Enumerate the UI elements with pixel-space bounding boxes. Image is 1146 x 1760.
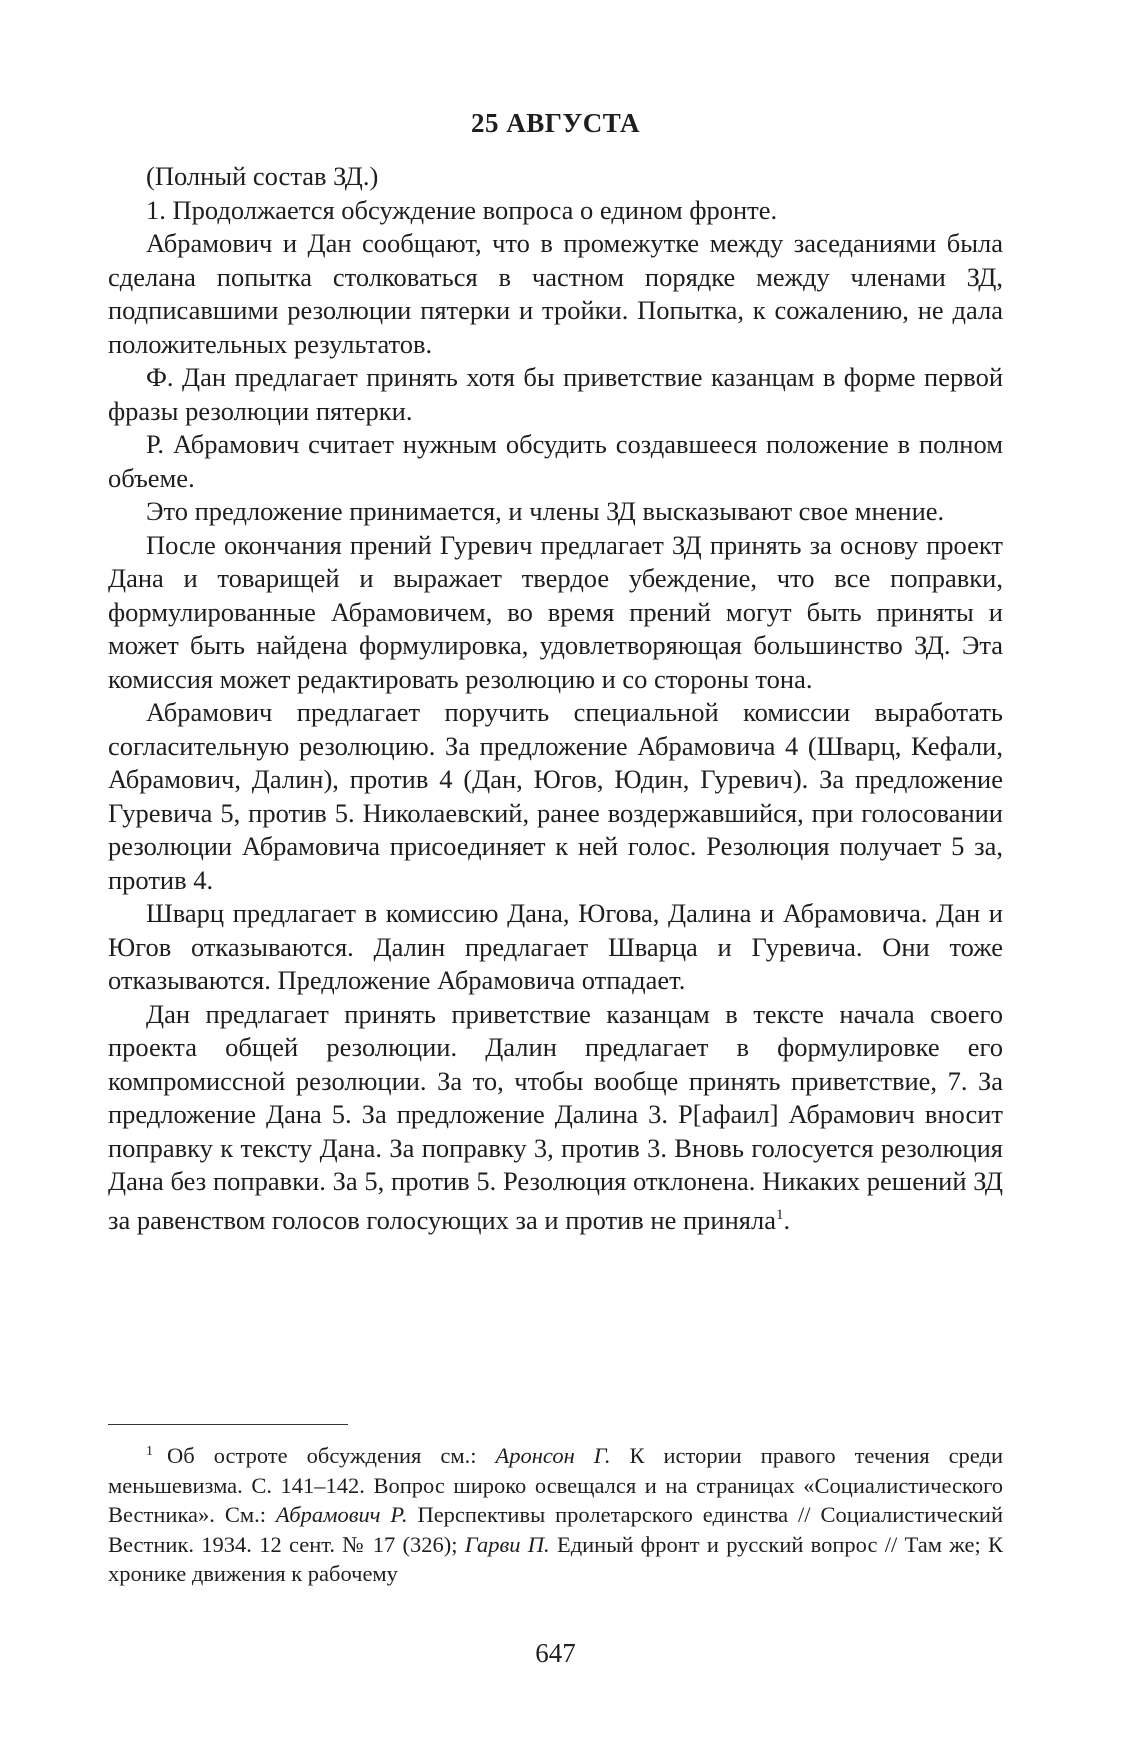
paragraph: (Полный состав ЗД.): [146, 161, 379, 191]
paragraph: 1. Продолжается обсуждение вопроса о едином фронте.: [146, 194, 778, 225]
page-heading: 25 АВГУСТА: [471, 108, 640, 138]
paragraph: Ф. Дан предлагает принять хотя бы приветствие казанцам в форме первой фразы резолюции пятерки.: [108, 362, 1003, 426]
footnote-author: Абрамович Р.: [275, 1502, 408, 1527]
body-text: [108, 160, 1003, 1237]
footnote-marker: 1: [146, 1444, 153, 1459]
footnote: [108, 1437, 1003, 1589]
footnote-text: Перспективы пролетарского единства // Социалистический Вестник. 1934. 12 сент. № 17 (326);: [108, 1502, 1004, 1557]
footnote-text: Единый фронт и русский вопрос // Там же; К хронике движения к рабочему: [108, 1531, 1003, 1586]
paragraph: Абрамович предлагает поручить специальной комиссии выработать согласительную резолюцию. За предложение Абрамовича 4 (Шварц, Кефали, Абрамович, Далин), против 4 (Дан, Югов, Юдин, Гуревич). За предложение Гуревича 5, против 5. Николаевский, ранее воздержавшийся, при голосовании резолюции Абрамовича присоединяет к ней голос. Резолюция получает 5 за, против 4.: [108, 697, 1003, 895]
paragraph: После окончания прений Гуревич предлагает ЗД принять за основу проект Дана и товарищей и выражает твердое убеждение, что все поправки, формулированные Абрамовичем, во время прений могут быть приняты и может быть найдена формулировка, удовлетворяющая большинство ЗД. Эта комиссия может редактировать резолюцию и со стороны тона.: [108, 529, 1003, 694]
paragraph-text: Дан предлагает принять приветствие казанцам в тексте начала своего проекта общей резолюции. Далин предлагает в формулировке его компромиссной резолюции. За то, чтобы вообще принять приветствие, 7. За предложение Дана 5. За предложение Далина 3. Р[афаил] Абрамович вносит поправку к тексту Дана. За поправку 3, против 3. Вновь голосуется резолюция Дана без поправки. За 5, против 5. Резолюция отклонена. Никаких решений ЗД за равенством голосов голосующих за и против не приняла: [108, 998, 1003, 1235]
paragraph-last: Дан предлагает принять приветствие казанцам в тексте начала своего проекта общей резолюции. Далин предлагает в формулировке его компромиссной резолюции. За то, чтобы вообще принять приветствие, 7. За предложение Дана 5. За предложение Далина 3. Р[афаил] Абрамович вносит поправку к тексту Дана. За поправку 3, против 3. Вновь голосуется резолюция Дана без поправки. За 5, против 5. Резолюция отклонена. Никаких решений ЗД за равенством голосов голосующих за и против не приняла$^1$.: [108, 998, 1003, 1235]
book-page: [108, 0, 1003, 1760]
footnote-separator: [108, 1424, 348, 1425]
paragraph: Абрамович и Дан сообщают, что в промежутке между заседаниями была сделана попытка столковаться в частном порядке между членами ЗД, подписавшими резолюции пятерки и тройки. Попытка, к сожалению, не дала положительных результатов.: [108, 228, 1003, 359]
footnote-author: Гарви П.: [464, 1531, 550, 1557]
page-number: 647: [535, 1638, 576, 1668]
footnote-text: Об остроте обсуждения см.:: [167, 1443, 496, 1468]
footnote-reference: 1: [775, 1206, 784, 1223]
footnote-author: Аронсон Г.: [495, 1443, 611, 1468]
paragraph: Шварц предлагает в комиссию Дана, Югова, Далина и Абрамовича. Дан и Югов отказываются. Далин предлагает Шварца и Гуревича. Они тоже отказываются. Предложение Абрамовича отпадает.: [108, 898, 1003, 995]
paragraph: Это предложение принимается, и члены ЗД высказывают свое мнение.: [146, 496, 945, 526]
footnote-text: К истории правого течения среди меньшевизма. С. 141–142. Вопрос широко освещался и на страницах «Социалистического Вестника». См.:: [108, 1443, 1003, 1527]
paragraph: Р. Абрамович считает нужным обсудить создавшееся положение в полном объеме.: [108, 429, 1003, 493]
